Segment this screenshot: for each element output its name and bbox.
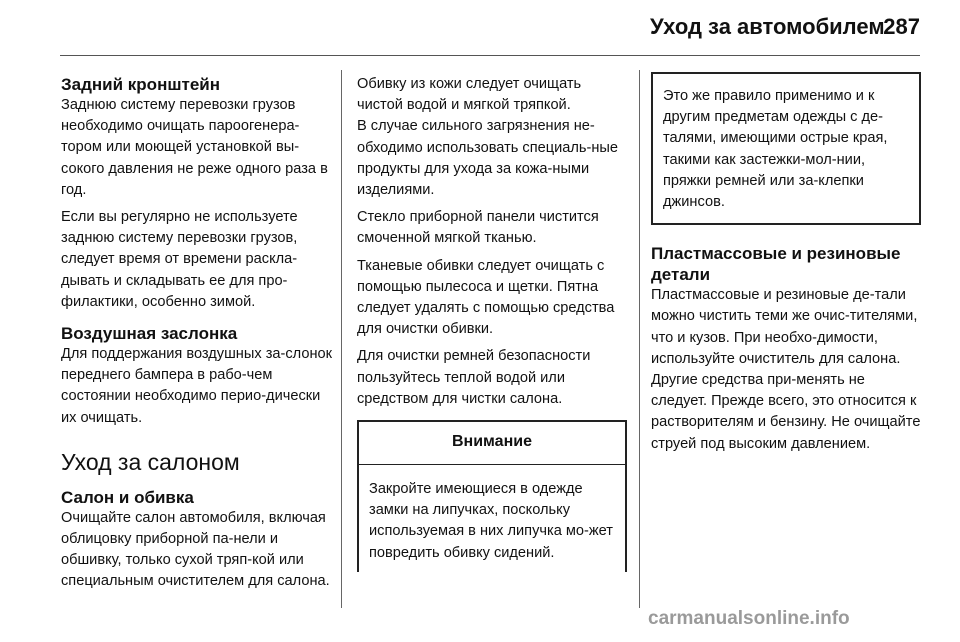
heading-air-flap: Воздушная заслонка: [61, 324, 238, 344]
paragraph: Очищайте салон автомобиля, включая облицовку приборной па-нели и обшивку, только сухой тряп-кой или специальным очистителем для салона.: [61, 509, 330, 590]
header-divider: [60, 55, 920, 56]
paragraph: Для очистки ремней безопасности пользуйтесь теплой водой или средством для чистки салона.: [357, 348, 591, 407]
page-number: 287: [883, 14, 920, 39]
warning-title: Внимание: [359, 422, 625, 465]
heading-rear-carrier: Задний кронштейн: [61, 75, 221, 94]
paragraph: Заднюю систему перевозки грузов необходимо очищать пароогенера-тором или моющей установкой вы-сокого давления не реже одного раза в год.: [61, 97, 328, 198]
column-divider-1: [341, 70, 342, 608]
paragraph: Если вы регулярно не используете заднюю систему перевозки грузов, следует время от времени раскла-дывать и складывать ее для про-филактики, особенно зимой.: [61, 209, 298, 310]
heading-interior: Салон и обивка: [61, 487, 194, 507]
paragraph: Тканевые обивки следует очищать с помощью пылесоса и щетки. Пятна следует удалять с помощью средства для очистки обивки.: [357, 257, 615, 338]
column-divider-2: [639, 70, 640, 608]
column-1: [61, 74, 333, 593]
paragraph: Стекло приборной панели чистится смоченной мягкой тканью.: [357, 209, 599, 247]
section-title: Уход за салоном: [61, 448, 240, 475]
page-header-title: Уход за автомобилем: [650, 14, 885, 39]
warning-continuation-box: Это же правило применимо и к другим предметам одежды с де-талями, имеющими острые края, такими как застежки-мол-нии, пряжки ремней или за-клепки джинсов.: [651, 72, 921, 225]
paragraph: Пластмассовые и резиновые де-тали можно чистить теми же очис-тителями, что и кузов. При необхо-димости, используйте очиститель для салона. Другие средства при-менять не следует. Прежде всего, это относится к растворителям и бензину. Не очищайте струей под высоким давлением.: [651, 287, 921, 452]
column-3: [651, 74, 921, 455]
paragraph: В случае сильного загрязнения не-обходимо использовать специаль-ные продукты для ухода за кожа-ными изделиями.: [357, 118, 619, 199]
heading-plastic-rubber: Пластмассовые и резиновые детали: [651, 244, 901, 285]
warning-box: [357, 420, 627, 572]
paragraph: Для поддержания воздушных за-слонок переднего бампера в рабо-чем состоянии необходимо перио-дически их очищать.: [61, 346, 333, 426]
paragraph: Обивку из кожи следует очищать чистой водой и мягкой тряпкой.: [357, 76, 582, 114]
watermark: carmanualsonline.info: [648, 608, 850, 629]
warning-text: Закройте имеющиеся в одежде замки на липучках, поскольку используемая в них липучка мо-жет повредить обивку сидений.: [369, 481, 613, 561]
column-2: [357, 74, 627, 572]
